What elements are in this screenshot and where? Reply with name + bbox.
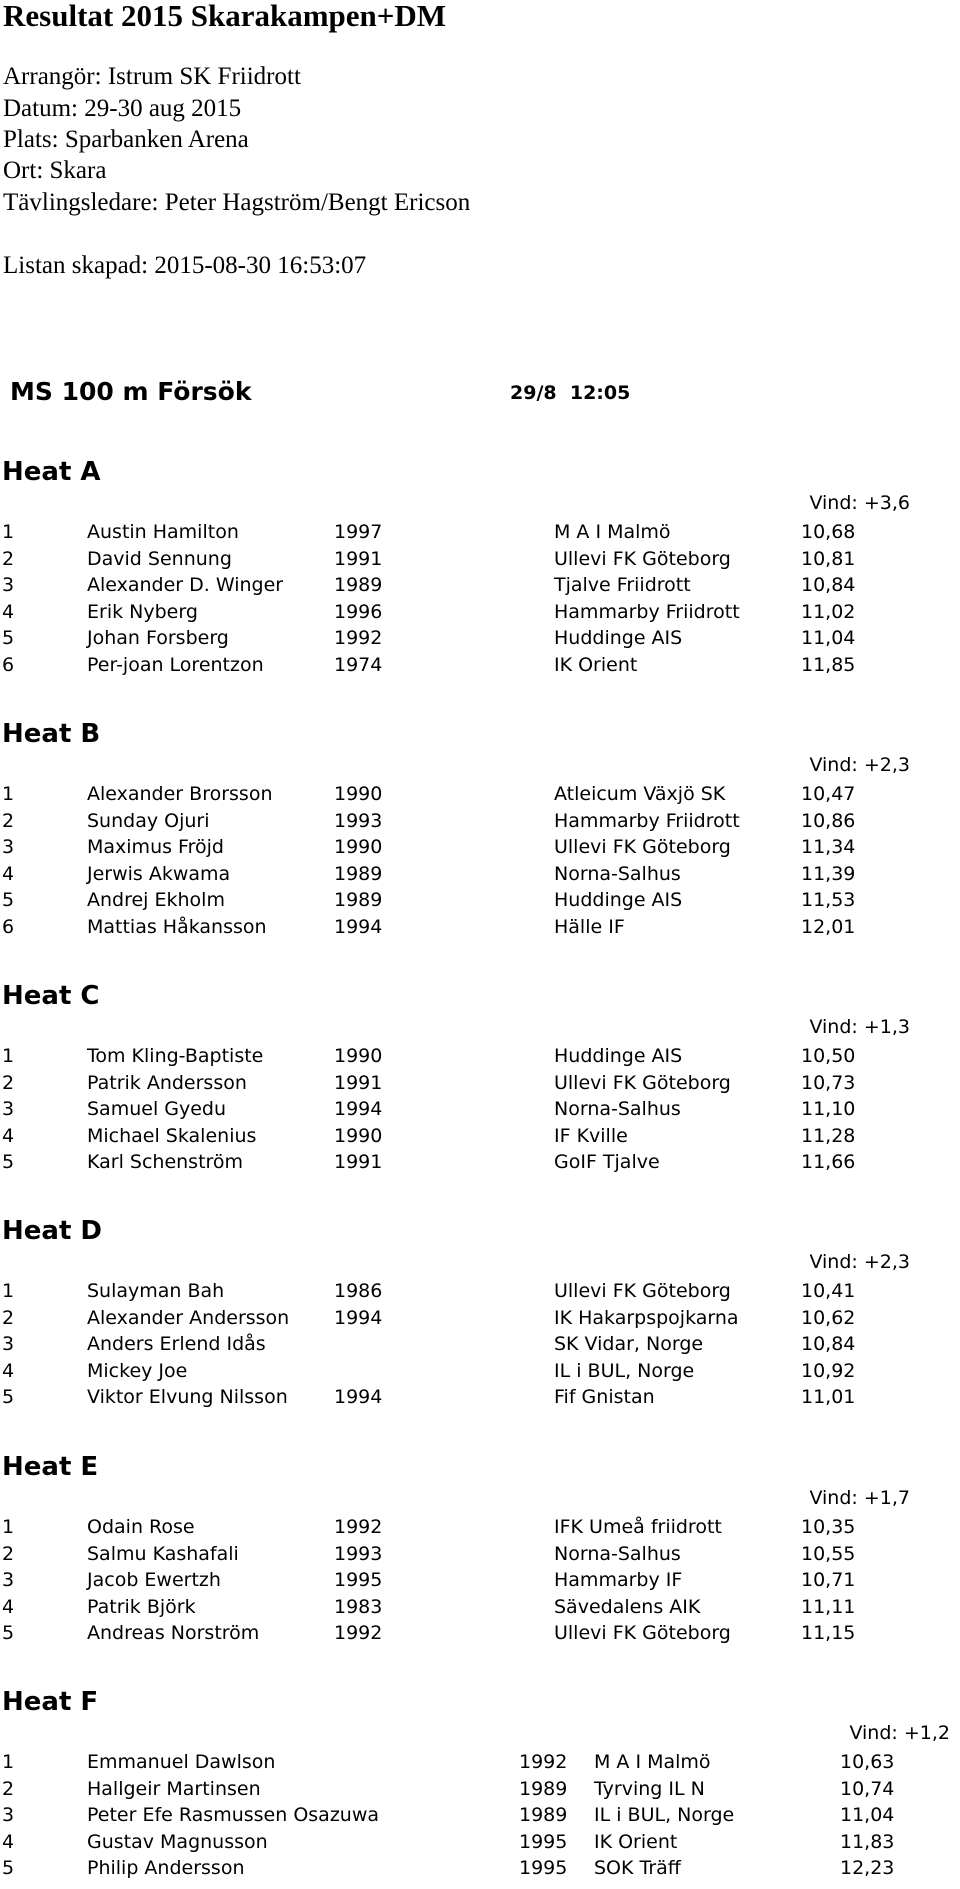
result-year: 1990 [334,1124,383,1147]
result-result: 11,10 [801,1098,856,1121]
result-club: Huddinge AIS [554,889,683,912]
result-name: Salmu Kashafali [87,1542,239,1565]
result-row [0,1331,960,1358]
result-name: Alexander Brorsson [87,783,273,805]
result-club: Huddinge AIS [554,627,683,650]
result-name: Sunday Ojuri [87,809,210,832]
result-place: 2 [2,1306,15,1329]
result-result: 12,23 [840,1857,895,1880]
result-club: IK Orient [554,654,638,676]
result-result: 12,01 [801,916,856,938]
result-place: 1 [2,1751,15,1773]
heat-wind: Vind: +1,3 [809,1016,910,1038]
result-club: M A I Malmö [554,521,671,543]
result-row [0,1855,960,1882]
result-name: Sulayman Bah [87,1280,225,1302]
result-place: 5 [2,627,15,650]
result-result: 10,84 [801,1333,856,1356]
result-row [0,1514,960,1541]
result-row [0,1829,960,1856]
result-row [0,625,960,652]
result-row [0,599,960,626]
result-place: 4 [2,862,15,885]
heat-wind: Vind: +1,2 [849,1722,950,1744]
result-result: 10,55 [801,1542,856,1565]
result-place: 5 [2,1622,15,1645]
result-row [0,1802,960,1829]
result-result: 10,41 [801,1280,856,1302]
result-place: 1 [2,1045,15,1067]
result-club: M A I Malmö [594,1751,711,1773]
result-year: 1994 [334,1098,383,1121]
document-title: Resultat 2015 Skarakampen+DM [3,0,447,33]
result-year: 1990 [334,836,383,859]
result-year: 1989 [334,889,383,912]
result-row [0,914,960,941]
result-place: 3 [2,1804,15,1827]
result-year: 1990 [334,1045,383,1067]
result-club: IL i BUL, Norge [594,1804,735,1827]
result-club: IL i BUL, Norge [554,1359,695,1382]
result-year: 1989 [519,1777,568,1800]
result-row [0,808,960,835]
result-name: David Sennung [87,547,232,570]
result-result: 11,39 [801,862,856,885]
result-place: 4 [2,1830,15,1853]
result-year: 1995 [519,1830,568,1853]
result-place: 5 [2,889,15,912]
result-name: Alexander D. Winger [87,574,284,597]
result-club: Tjalve Friidrott [554,574,691,597]
result-year: 1994 [334,916,383,938]
result-place: 4 [2,600,15,623]
event-datetime [510,380,630,406]
result-row [0,1358,960,1385]
result-year: 1991 [334,547,383,570]
result-year: 1992 [334,1622,383,1645]
heat-title: Heat C [2,981,100,1011]
heat-title: Heat A [2,457,101,487]
result-year: 1994 [334,1386,383,1409]
result-club: IF Kville [554,1124,628,1147]
date-line: Datum: 29-30 aug 2015 [3,95,242,122]
result-result: 11,01 [801,1386,856,1409]
result-row [0,1567,960,1594]
result-name: Odain Rose [87,1516,195,1538]
result-name: Andrej Ekholm [87,889,225,912]
city-line: Ort: Skara [3,157,107,184]
event-name: MS 100 m Försök [10,377,252,406]
result-row [0,781,960,808]
heat-title: Heat E [2,1452,99,1482]
result-year: 1995 [334,1569,383,1592]
result-name: Emmanuel Dawlson [87,1751,276,1773]
heat-title: Heat F [2,1687,99,1717]
result-club: Ullevi FK Göteborg [554,1071,731,1094]
result-row [0,1620,960,1647]
result-row [0,1149,960,1176]
result-club: IK Orient [594,1830,678,1853]
result-place: 4 [2,1595,15,1618]
result-row [0,1305,960,1332]
result-name: Alexander Andersson [87,1306,290,1329]
result-place: 5 [2,1857,15,1880]
result-place: 3 [2,1569,15,1592]
result-place: 2 [2,1542,15,1565]
result-result: 10,86 [801,809,856,832]
event-date: 29/8 [510,382,557,404]
result-result: 11,83 [840,1830,895,1853]
result-year: 1992 [334,1516,383,1538]
result-result: 10,71 [801,1569,856,1592]
heat-wind: Vind: +2,3 [809,754,910,776]
result-year: 1991 [334,1151,383,1174]
result-name: Austin Hamilton [87,521,239,543]
result-club: Hammarby Friidrott [554,809,740,832]
result-row [0,887,960,914]
result-row [0,1384,960,1411]
result-year: 1997 [334,521,383,543]
result-club: Ullevi FK Göteborg [554,836,731,859]
result-place: 2 [2,1777,15,1800]
result-place: 1 [2,1516,15,1538]
result-year: 1993 [334,809,383,832]
result-result: 10,73 [801,1071,856,1094]
heat-title: Heat B [2,719,101,749]
result-year: 1974 [334,654,383,676]
result-place: 2 [2,1071,15,1094]
result-club: Sävedalens AIK [554,1595,701,1618]
result-place: 3 [2,1098,15,1121]
result-place: 5 [2,1386,15,1409]
result-year: 1996 [334,600,383,623]
result-year: 1991 [334,1071,383,1094]
result-name: Karl Schenström [87,1151,244,1174]
result-result: 10,74 [840,1777,895,1800]
result-place: 5 [2,1151,15,1174]
result-year: 1989 [334,862,383,885]
result-result: 10,68 [801,521,856,543]
result-result: 10,62 [801,1306,856,1329]
result-club: Tyrving IL N [594,1777,705,1800]
result-club: Ullevi FK Göteborg [554,547,731,570]
result-row [0,861,960,888]
organizer-line: Arrangör: Istrum SK Friidrott [3,63,301,90]
venue-line: Plats: Sparbanken Arena [3,126,249,153]
result-name: Anders Erlend Idås [87,1333,266,1356]
heat-wind: Vind: +2,3 [809,1251,910,1273]
result-place: 6 [2,916,15,938]
result-row [0,572,960,599]
result-result: 11,66 [801,1151,856,1174]
result-year: 1989 [334,574,383,597]
result-result: 10,35 [801,1516,856,1538]
result-name: Maximus Fröjd [87,836,224,859]
heat-title: Heat D [2,1216,103,1246]
result-club: Ullevi FK Göteborg [554,1280,731,1302]
result-year: 1994 [334,1306,383,1329]
heat-wind: Vind: +3,6 [809,492,910,514]
result-year: 1992 [519,1751,568,1773]
result-name: Andreas Norström [87,1622,260,1645]
result-result: 10,84 [801,574,856,597]
result-row [0,1070,960,1097]
result-year: 1995 [519,1857,568,1880]
result-name: Johan Forsberg [87,627,229,650]
result-name: Jacob Ewertzh [87,1569,221,1592]
result-name: Michael Skalenius [87,1124,257,1147]
result-row [0,652,960,679]
result-place: 1 [2,521,15,543]
result-name: Tom Kling-Baptiste [87,1045,264,1067]
result-name: Mattias Håkansson [87,916,267,938]
result-name: Hallgeir Martinsen [87,1777,261,1800]
result-name: Per-joan Lorentzon [87,654,264,676]
result-name: Viktor Elvung Nilsson [87,1386,288,1409]
result-year: 1992 [334,627,383,650]
result-name: Gustav Magnusson [87,1830,268,1853]
result-place: 3 [2,574,15,597]
result-club: IFK Umeå friidrott [554,1516,722,1538]
result-club: Ullevi FK Göteborg [554,1622,731,1645]
result-name: Mickey Joe [87,1359,188,1382]
result-place: 1 [2,1280,15,1302]
result-row [0,1123,960,1150]
result-place: 2 [2,809,15,832]
result-place: 3 [2,836,15,859]
result-row [0,1594,960,1621]
result-result: 11,04 [840,1804,895,1827]
heat-wind: Vind: +1,7 [809,1487,910,1509]
result-club: GoIF Tjalve [554,1151,660,1174]
result-place: 1 [2,783,15,805]
result-row [0,1043,960,1070]
result-year: 1993 [334,1542,383,1565]
result-row [0,1096,960,1123]
result-place: 4 [2,1359,15,1382]
result-club: Huddinge AIS [554,1045,683,1067]
result-result: 10,81 [801,547,856,570]
result-club: SOK Träff [594,1857,681,1880]
result-club: SK Vidar, Norge [554,1333,704,1356]
result-row [0,834,960,861]
meet-director-line: Tävlingsledare: Peter Hagström/Bengt Ericson [3,189,471,216]
result-result: 10,50 [801,1045,856,1067]
result-result: 11,04 [801,627,856,650]
result-result: 11,15 [801,1622,856,1645]
result-club: Hammarby Friidrott [554,600,740,623]
result-year: 1986 [334,1280,383,1302]
result-row [0,519,960,546]
result-club: Atleicum Växjö SK [554,783,726,805]
result-name: Erik Nyberg [87,600,198,623]
result-club: Norna-Salhus [554,1542,681,1565]
result-row [0,1278,960,1305]
result-club: Norna-Salhus [554,862,681,885]
result-result: 11,11 [801,1595,856,1618]
result-result: 10,63 [840,1751,895,1773]
result-place: 3 [2,1333,15,1356]
result-name: Philip Andersson [87,1857,245,1880]
result-club: Norna-Salhus [554,1098,681,1121]
result-result: 11,28 [801,1124,856,1147]
result-name: Peter Efe Rasmussen Osazuwa [87,1804,380,1827]
result-club: Hammarby IF [554,1569,683,1592]
result-result: 11,34 [801,836,856,859]
result-place: 2 [2,547,15,570]
result-year: 1983 [334,1595,383,1618]
result-place: 6 [2,654,15,676]
result-name: Patrik Andersson [87,1071,247,1094]
result-row [0,1541,960,1568]
result-result: 11,02 [801,600,856,623]
result-year: 1989 [519,1804,568,1827]
event-start-time: 12:05 [569,382,631,404]
result-row [0,1776,960,1803]
result-name: Jerwis Akwama [87,862,231,885]
result-result: 10,47 [801,783,856,805]
result-year: 1990 [334,783,383,805]
result-result: 11,85 [801,654,856,676]
list-created-line: Listan skapad: 2015-08-30 16:53:07 [3,252,367,279]
result-result: 11,53 [801,889,856,912]
result-name: Patrik Björk [87,1595,196,1618]
result-club: Fif Gnistan [554,1386,655,1409]
result-row [0,1749,960,1776]
result-place: 4 [2,1124,15,1147]
result-club: Hälle IF [554,916,625,938]
result-club: IK Hakarpspojkarna [554,1306,739,1329]
result-result: 10,92 [801,1359,856,1382]
result-name: Samuel Gyedu [87,1098,227,1121]
result-row [0,546,960,573]
